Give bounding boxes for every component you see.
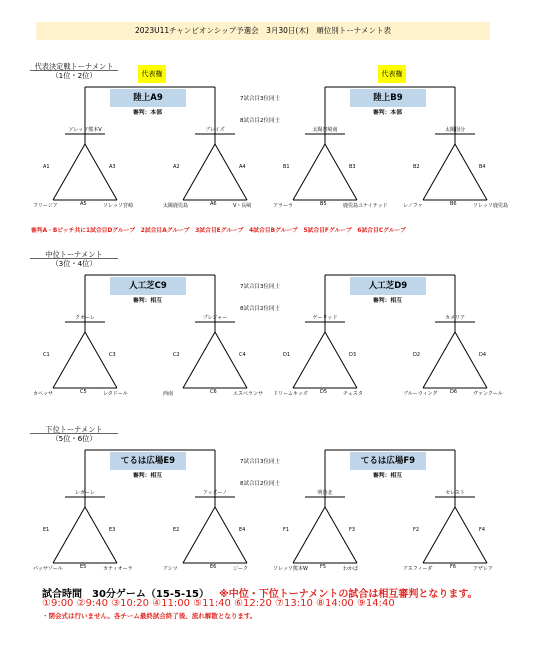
group-winner-name: 明治北 xyxy=(317,490,333,496)
venue-label: 陸上A9 xyxy=(110,89,186,107)
schedule: ①9:00 ②9:40 ③10:20 ④11:00 ⑤11:40 ⑥12:20 ⑦13:10 ⑧14:00 ⑨14:40 xyxy=(42,598,395,609)
triangle-right-side xyxy=(215,507,247,563)
team-name: レタドール xyxy=(103,391,128,397)
group-seed-label: F1 xyxy=(283,527,290,533)
section-label-rank: （5位・6位） xyxy=(51,434,97,443)
group-seed-label: B6 xyxy=(450,201,457,207)
referee-label: 審判：相互 xyxy=(373,473,402,479)
team-name: パッサゾール xyxy=(33,566,63,572)
group-winner-name: 太陽宮崎南 xyxy=(312,127,338,133)
match-7-note: 7試合目3位同士 xyxy=(240,459,280,465)
group-seed-label: D6 xyxy=(450,389,458,395)
triangle-left-side xyxy=(293,332,325,388)
representative-tag: 代表権 xyxy=(378,65,406,83)
group-seed-label: F5 xyxy=(320,564,327,570)
venue-label: 陸上B9 xyxy=(350,89,426,107)
group-seed-label: A2 xyxy=(173,164,180,170)
venue-label: 人工芝C9 xyxy=(110,277,186,295)
section-label-title: 代表決定戦トーナメント xyxy=(34,62,114,71)
group-seed-label: B5 xyxy=(320,201,327,207)
team-name: わかば xyxy=(343,566,359,572)
group-seed-label: E1 xyxy=(43,527,50,533)
team-name: V・長崎 xyxy=(233,203,252,209)
triangle-right-side xyxy=(85,332,117,388)
group-seed-label: C1 xyxy=(43,352,50,358)
group-seed-label: E6 xyxy=(210,564,217,570)
group-seed-label: D5 xyxy=(320,389,328,395)
group-seed-label: A3 xyxy=(109,164,116,170)
section-label-rank: （1位・2位） xyxy=(51,71,97,80)
group-seed-label: F2 xyxy=(413,527,420,533)
team-name: ソレッソ宮崎 xyxy=(103,203,133,209)
triangle-left-side xyxy=(293,144,325,200)
team-name: エスペランサ xyxy=(233,391,264,397)
group-seed-label: D3 xyxy=(349,352,357,358)
group-winner-name: プレジャー xyxy=(202,315,228,321)
referee-note: 審判A・Bピッチ共に1試合目Dグループ 2試合目Aグループ 3試合目Eグループ 4試合目Bグループ 5試合目Fグループ 6試合目Cグループ xyxy=(31,228,406,234)
triangle-right-side xyxy=(325,144,357,200)
group-seed-label: E3 xyxy=(109,527,116,533)
group-winner-name: アッズーノ xyxy=(202,490,228,496)
section-label-title: 中位トーナメント xyxy=(45,250,103,259)
triangle-left-side xyxy=(183,332,215,388)
group-winner-name: レガーレ xyxy=(75,490,95,496)
triangle-right-side xyxy=(325,507,357,563)
tournament-section xyxy=(0,425,536,605)
referee-label: 審判：相互 xyxy=(133,473,162,479)
group-seed-label: B4 xyxy=(479,164,486,170)
team-name: アシツ xyxy=(163,566,178,572)
match-7-note: 7試合目3位同士 xyxy=(240,284,280,290)
team-name: ヴァンクール xyxy=(473,391,503,397)
triangle-left-side xyxy=(53,332,85,388)
group-seed-label: F6 xyxy=(450,564,457,570)
match-time: 試合時間 30分ゲーム（15-5-15） xyxy=(42,589,210,600)
group-seed-label: D1 xyxy=(283,352,291,358)
triangle-left-side xyxy=(183,507,215,563)
team-name: ソレッソ熊本W xyxy=(273,566,308,572)
bracket-lines xyxy=(0,62,536,242)
bracket-lines xyxy=(0,250,536,430)
mutual-referee-note: ※中位・下位トーナメントの試合は相互審判となります。 xyxy=(219,589,478,600)
group-winner-name: ブレイズ xyxy=(205,127,225,133)
triangle-right-side xyxy=(85,144,117,200)
referee-label: 審判：本部 xyxy=(373,110,402,116)
group-seed-label: D4 xyxy=(479,352,487,358)
page-title: 2023U11チャンピオンシップ予選会 3月30日(木) 順位別トーナメント表 xyxy=(36,22,490,40)
triangle-right-side xyxy=(215,332,247,388)
team-name: ブルーウィング xyxy=(403,391,438,397)
group-seed-label: E5 xyxy=(80,564,87,570)
team-name: ソレッソ鹿児島 xyxy=(473,203,508,209)
group-seed-label: A6 xyxy=(210,201,217,207)
triangle-left-side xyxy=(53,144,85,200)
team-name: カペッサ xyxy=(33,391,54,397)
venue-label: てるは広場F9 xyxy=(350,452,426,470)
triangle-right-side xyxy=(215,144,247,200)
group-seed-label: B1 xyxy=(283,164,290,170)
triangle-right-side xyxy=(325,332,357,388)
group-seed-label: F4 xyxy=(479,527,486,533)
triangle-left-side xyxy=(53,507,85,563)
team-name: アスフィーダ xyxy=(403,566,433,572)
group-winner-name: 太陽国分 xyxy=(444,127,465,133)
triangle-left-side xyxy=(293,507,325,563)
group-seed-label: C3 xyxy=(109,352,116,358)
group-seed-label: D2 xyxy=(413,352,421,358)
group-seed-label: C4 xyxy=(239,352,246,358)
group-winner-name: セレスト xyxy=(445,490,465,496)
venue-label: てるは広場E9 xyxy=(110,452,186,470)
group-seed-label: A5 xyxy=(80,201,87,207)
group-winner-name: カメリア xyxy=(444,315,465,321)
section-label-title: 下位トーナメント xyxy=(45,425,103,434)
group-seed-label: C5 xyxy=(80,389,87,395)
group-seed-label: A4 xyxy=(239,164,246,170)
triangle-left-side xyxy=(423,332,455,388)
team-name: フリージア xyxy=(33,203,58,209)
match-8-note: 8試合目2位同士 xyxy=(240,481,280,487)
bracket-lines xyxy=(0,425,536,605)
triangle-left-side xyxy=(423,507,455,563)
tournament-section xyxy=(0,250,536,430)
group-seed-label: B2 xyxy=(413,164,420,170)
triangle-right-side xyxy=(455,332,487,388)
team-name: ジーク xyxy=(233,566,249,572)
team-name: レノファ xyxy=(403,203,423,209)
tournament-section xyxy=(0,62,536,242)
group-winner-name: クオーレ xyxy=(75,315,95,321)
group-seed-label: E4 xyxy=(239,527,246,533)
section-label-rank: （3位・4位） xyxy=(51,259,97,268)
group-seed-label: C6 xyxy=(210,389,217,395)
team-name: アザレア xyxy=(473,566,493,572)
group-seed-label: A1 xyxy=(43,164,50,170)
group-seed-label: C2 xyxy=(173,352,180,358)
referee-label: 審判：本部 xyxy=(133,110,162,116)
representative-tag: 代表権 xyxy=(138,65,166,83)
group-seed-label: F3 xyxy=(349,527,356,533)
team-name: 鹿児島ユナイテッド xyxy=(343,203,388,209)
triangle-right-side xyxy=(85,507,117,563)
group-winner-name: ソレッソ熊本V xyxy=(68,127,102,133)
triangle-left-side xyxy=(183,144,215,200)
triangle-left-side xyxy=(423,144,455,200)
team-name: ドリームキッズ xyxy=(273,391,308,397)
closing-note: ・閉会式は行いません。各チーム最終試合終了後、流れ解散となります。 xyxy=(42,612,257,620)
team-name: 西南 xyxy=(163,391,174,397)
match-8-note: 8試合目2位同士 xyxy=(240,306,280,312)
referee-label: 審判：相互 xyxy=(373,298,402,304)
team-name: 太陽鹿児島 xyxy=(163,203,189,209)
triangle-right-side xyxy=(455,507,487,563)
match-7-note: 7試合目3位同士 xyxy=(240,96,280,102)
match-8-note: 8試合目2位同士 xyxy=(240,118,280,124)
referee-label: 審判：相互 xyxy=(133,298,162,304)
triangle-right-side xyxy=(455,144,487,200)
group-seed-label: B3 xyxy=(349,164,356,170)
group-seed-label: E2 xyxy=(173,527,180,533)
team-name: アラーラ xyxy=(273,203,294,209)
group-winner-name: ゲーリッド xyxy=(312,315,338,321)
team-name: カティオーラ xyxy=(103,566,133,572)
venue-label: 人工芝D9 xyxy=(350,277,426,295)
team-name: チェスタ xyxy=(343,391,363,397)
